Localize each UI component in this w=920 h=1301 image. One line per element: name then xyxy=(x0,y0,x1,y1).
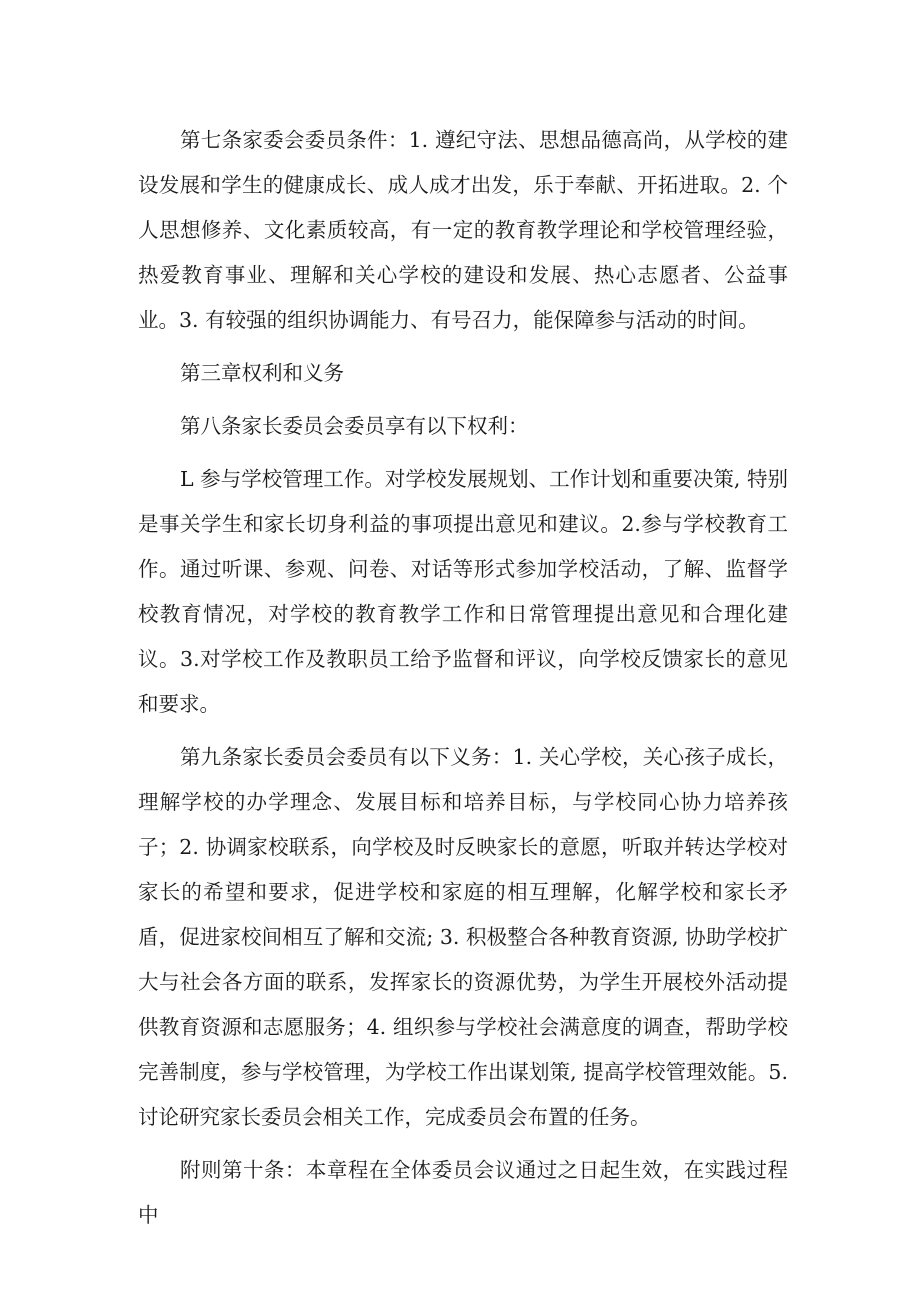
supplementary-article-10-paragraph: 附则第十条：本章程在全体委员会议通过之日起生效，在实践过程中 xyxy=(138,1158,788,1227)
document-body xyxy=(138,118,788,1246)
chapter-3-heading: 第三章权利和义务 xyxy=(180,361,344,385)
article-9-paragraph: 第九条家长委员会委员有以下义务：1. 关心学校，关心孩子成长，理解学校的办学理念、发展目标和培养目标，与学校同心协力培养孩子；2. 协调家校联系，向学校及时反映家长的意愿，听取并转达学校对家长的希望和要求，促进学校和家庭的相互理解，化解学校和家长矛盾，促进家校间相互了解和交流; 3. 积极整合各种教育资源, 协助学校扩大与社会各方面的联系，发挥家长的资源优势，为学生开展校外活动提供教育资源和志愿服务；4. 组织参与学校社会满意度的调查，帮助学校完善制度，参与学校管理，为学校工作出谋划策, 提高学校管理效能。5. 讨论研究家长委员会相关工作，完成委员会布置的任务。 xyxy=(138,745,788,1129)
article-8-rights-paragraph: L 参与学校管理工作。对学校发展规划、工作计划和重要决策, 特别是事关学生和家长切身利益的事项提出意见和建议。2.参与学校教育工作。通过听课、参观、问卷、对话等形式参加学校活动，了解、监督学校教育情况，对学校的教育教学工作和日常管理提出意见和合理化建议。3.对学校工作及教职员工给予监督和评议，向学校反馈家长的意见和要求。 xyxy=(138,467,788,716)
article-8-heading: 第八条家长委员会委员享有以下权利： xyxy=(180,414,529,438)
article-7-paragraph: 第七条家委会委员条件：1. 遵纪守法、思想品德高尚，从学校的建设发展和学生的健康成长、成人成才出发，乐于奉献、开拓进取。2. 个人思想修养、文化素质较高，有一定的教育教学理论和学校管理经验，热爱教育事业、理解和关心学校的建设和发展、热心志愿者、公益事业。3. 有较强的组织协调能力、有号召力，能保障参与活动的时间。 xyxy=(138,128,788,332)
